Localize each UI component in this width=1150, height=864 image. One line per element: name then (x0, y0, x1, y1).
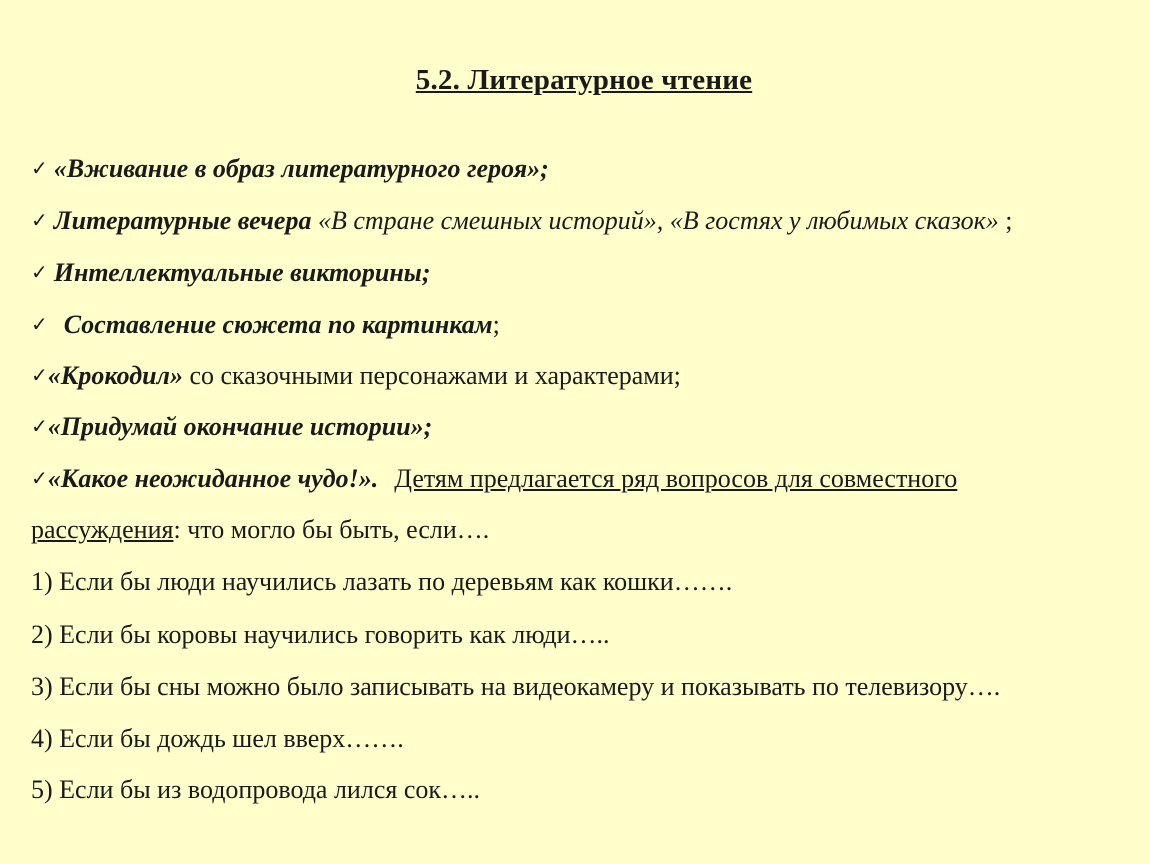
list-item (31, 256, 431, 289)
list-item (31, 152, 549, 185)
continuation-text: : что могло бы быть, если…. (173, 515, 490, 544)
list-item (31, 410, 432, 443)
list-item (31, 462, 957, 495)
page-title: 5.2. Литературное чтение (415, 64, 753, 96)
checkmark-icon: ✓ (31, 414, 48, 438)
list-item (31, 308, 500, 341)
item-text: Литературные вечера (53, 206, 312, 235)
item-text-underlined: Детям предлагается ряд вопросов для совместного (394, 464, 958, 493)
list-item (31, 204, 1013, 237)
checkmark-icon: ✓ (31, 363, 48, 387)
question-line: 3) Если бы сны можно было записывать на видеокамеру и показывать по телевизору…. (31, 672, 1001, 701)
list-item (31, 359, 681, 392)
item-text: «Крокодил» (47, 361, 183, 390)
question-line: 1) Если бы люди научились лазать по деревьям как кошки……. (31, 567, 733, 596)
item-text-italic: «В стране смешных историй», «В гостях у любимых сказок» (311, 206, 1006, 235)
item-text-plain: со сказочными персонажами и характерами; (182, 361, 681, 390)
item-text-plain: ; (492, 310, 500, 339)
item-text: Составление сюжета по картинкам (63, 310, 493, 339)
item-text: «Придумай окончание истории»; (47, 412, 433, 441)
continuation-line (31, 514, 489, 546)
checkmark-icon: ✓ (31, 466, 48, 490)
item-text: «Вживание в образ литературного героя»; (53, 154, 549, 183)
item-text: «Какое неожиданное чудо!». (47, 464, 379, 493)
item-text: Интеллектуальные викторины; (53, 258, 431, 287)
question-line: 5) Если бы из водопровода лился сок….. (31, 775, 480, 804)
checkmark-icon: ✓ (31, 260, 48, 284)
item-text-plain: ; (1005, 206, 1013, 235)
checkmark-icon: ✓ (31, 156, 48, 180)
question-line: 2) Если бы коровы научились говорить как люди….. (31, 620, 610, 649)
continuation-underlined: рассуждения (31, 515, 174, 544)
checkmark-icon: ✓ (31, 208, 48, 232)
question-line: 4) Если бы дождь шел вверх……. (31, 724, 404, 753)
checkmark-icon: ✓ (31, 312, 48, 336)
